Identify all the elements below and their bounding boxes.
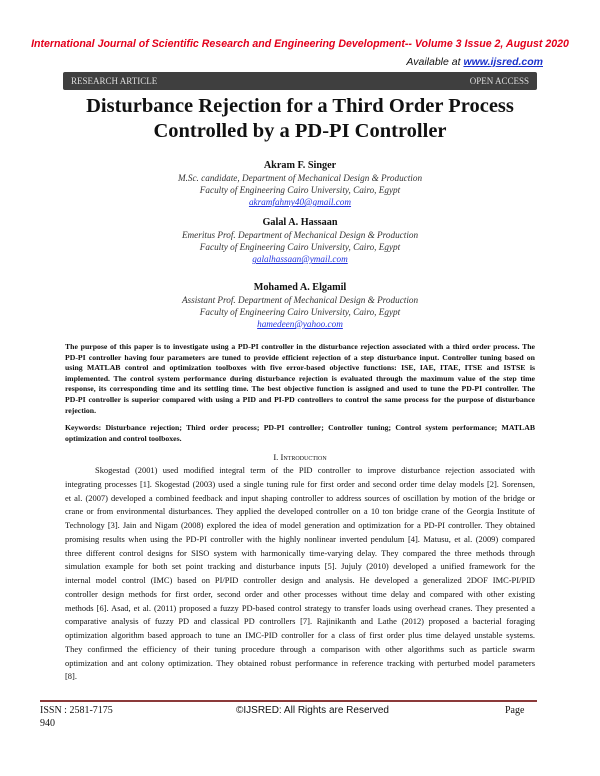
text-line: crane or from environmental disturbances. They applied the developed controller on a 10 ton bridge crane of the Georgia Institute of <box>65 506 535 517</box>
journal-website-link[interactable]: www.ijsred.com <box>463 56 543 68</box>
author-affiliation: Faculty of Engineering Cairo University, Cairo, Egypt <box>199 307 401 317</box>
author-name: Mohamed A. Elgamil <box>253 282 347 293</box>
introduction-body <box>65 464 535 684</box>
footer-copyright: ©IJSRED: All Rights are Reserved <box>236 705 389 716</box>
author-block <box>0 159 600 208</box>
available-at <box>406 56 543 68</box>
text-line: methods [6]. Asad, et al. (2011) proposed a fuzzy PD-based control strategy to transfer loads using overhead cranes. They presented a <box>65 602 535 613</box>
text-line: [8]. <box>65 671 77 682</box>
text-line: PD-PI controller is superior compared with using a PID and PI-PD controllers to control the same process for the purpose of disturbance <box>65 394 535 404</box>
text-line: using MATLAB control and optimization toolboxes with five error-based objective functions: ISE, IAE, ITAE, ITSE and ISTSE is <box>65 363 535 373</box>
text-line: Keywords: Disturbance rejection; Third order process; PD-PI controller; Controller tuning; Control system performance; MATLAB <box>65 423 535 432</box>
footer-issn: ISSN : 2581-7175 <box>40 705 113 716</box>
author-email-link[interactable]: hamedeen@yahoo.com <box>257 319 343 329</box>
text-line: They confirmed the efficiency of their tuning procedure through a comparison with other algorithms such as particle swarm <box>65 643 535 654</box>
abstract <box>65 342 535 416</box>
text-line: PD-PI controller having four parameters are tuned to provide efficient rejection of a step disturbance input. Controller tuning based on <box>65 352 535 362</box>
text-line: response, its corresponding time and its settling time. The best objective function is assigned and used to tune the PD-PI controller. The <box>65 384 535 394</box>
text-line: rejection. <box>65 405 97 415</box>
footer-page-label: Page <box>505 705 525 716</box>
text-line: optimization and control toolboxes. <box>65 433 182 443</box>
text-line: internal model control (IMC) based on PI/PID controller design and analysis. He developed a generalized 2DOF IMC-PI/PID <box>65 575 535 585</box>
text-line: et al. (2007) developed a combined feedback and input shaping controller to address sources of oscillation by motion of the bridge or <box>65 492 535 503</box>
section-heading-introduction: I. Introduction <box>273 452 327 462</box>
footer-page-number: 940 <box>40 718 55 729</box>
text-line: comparative analysis of fuzzy PD and classical PD controllers [7]. Rajinikanth and Lathe (2012) proposed a bacterial foraging <box>65 616 535 627</box>
text-line: controller design methods for first order, second order and other processes without time delay and compared with other existing <box>65 588 535 599</box>
research-article-label: RESEARCH ARTICLE <box>71 76 158 86</box>
paper-title <box>0 94 600 144</box>
title-line: Disturbance Rejection for a Third Order Process <box>86 95 514 117</box>
text-line: optimization and ant colony optimization. They obtained robust performance in reference tracking with perturbed model parameters <box>65 657 535 668</box>
author-name: Galal A. Hassaan <box>262 217 338 228</box>
open-access-label: OPEN ACCESS <box>469 76 529 86</box>
author-email-link[interactable]: akramfahmy40@gmail.com <box>248 197 352 207</box>
text-line: integrating processes [1]. Skogestad (2003) used a single tuning rule for first order and second order time delay models [2]. Sorensen, <box>65 478 535 489</box>
journal-header: International Journal of Scientific Research and Engineering Development-- Volume 3 Issue 2, August 2020 <box>31 38 569 50</box>
author-affiliation: M.Sc. candidate, Department of Mechanical Design & Production <box>177 173 423 183</box>
author-affiliation: Assistant Prof. Department of Mechanical Design & Production <box>181 295 419 305</box>
text-line: three different control designs for SISO system with harmonically time-varying delay. They compared the three methods through <box>65 547 535 558</box>
text-line: implemented. The control system performance during disturbance rejection is evaluated through the maximum value of the step time <box>65 373 535 383</box>
author-affiliation: Emeritus Prof. Department of Mechanical Design & Production <box>181 230 419 240</box>
author-block <box>0 216 600 265</box>
author-email-link[interactable]: galalhassaan@ymail.com <box>252 254 348 264</box>
text-line: promising results when using the PD-PI controller with the highly nonlinear inverted pendulum [4]. Matusu, et al. (2009) compared <box>65 533 535 544</box>
article-type-bar <box>63 72 537 90</box>
footer-divider <box>40 700 537 702</box>
author-block <box>0 281 600 330</box>
keywords <box>65 423 535 444</box>
author-affiliation: Faculty of Engineering Cairo University, Cairo, Egypt <box>199 242 401 252</box>
text-line: The purpose of this paper is to investigate using a PD-PI controller in the disturbance rejection associated with a third order process. The <box>65 342 535 351</box>
title-line: Controlled by a PD-PI Controller <box>153 120 447 142</box>
available-prefix: Available at <box>406 56 464 68</box>
text-line: optimization algorithm based approach to tune an IMC-PID controller for a class of first order plus time delayed unstable systems. <box>65 630 535 640</box>
text-line: simulation example for both set point tracking and disturbance inputs [5]. Jujuly (2010) developed a unified framework for the <box>65 561 535 572</box>
text-line: Skogestad (2001) used modified integral term of the PID controller to improve disturbance rejection associated with <box>95 465 535 475</box>
author-affiliation: Faculty of Engineering Cairo University, Cairo, Egypt <box>199 185 401 195</box>
author-name: Akram F. Singer <box>263 160 337 171</box>
text-line: Technology [3]. Jain and Nigam (2008) explored the idea of model generation and optimization for a PD-PI controller. They obtained <box>65 520 535 530</box>
